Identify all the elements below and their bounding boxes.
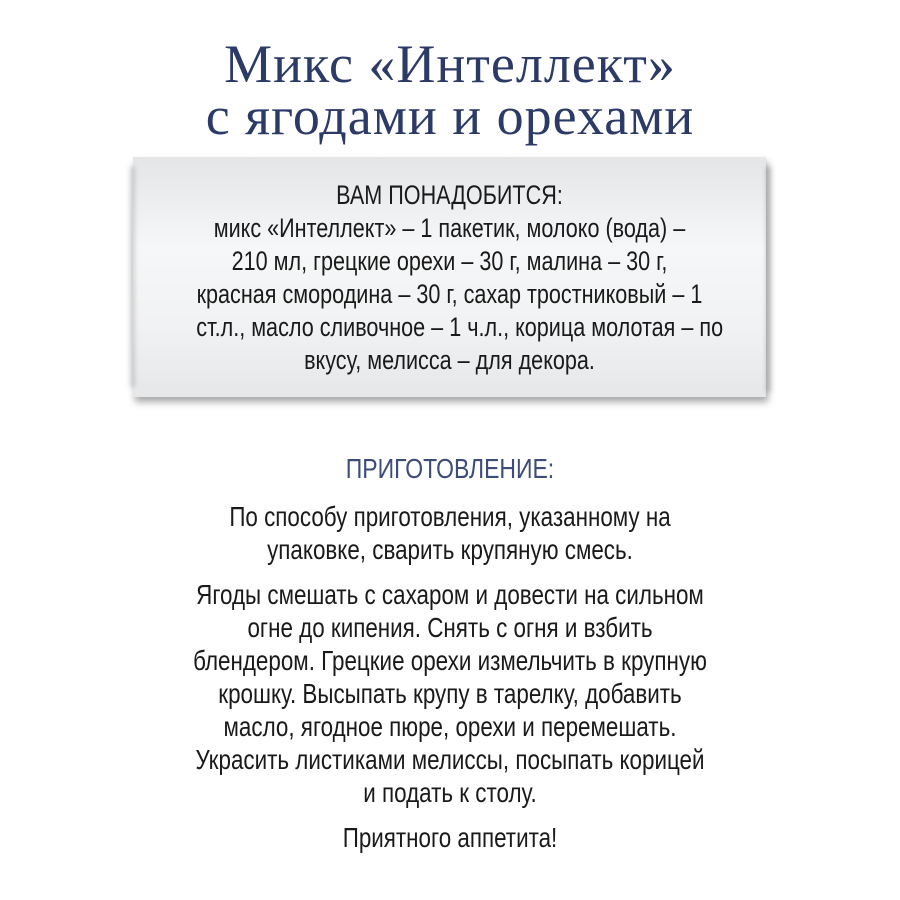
preparation-body [90, 500, 810, 854]
preparation-line: По способу приготовления, указанному на [229, 501, 671, 532]
ingredients-line: вкусу, мелисса – для декора. [304, 345, 595, 375]
preparation-line: огне до кипения. Снять с огня и взбить [247, 612, 653, 643]
preparation-line: Ягоды смешать с сахаром и довести на сильном [196, 579, 704, 610]
ingredients-line: 210 мл, грецкие орехи – 30 г, малина – 30 г, [231, 246, 668, 276]
recipe-title-line-2: с ягодами и орехами [205, 86, 695, 146]
closing-line: Приятного аппетита! [342, 822, 558, 853]
preparation-line: блендером. Грецкие орехи измельчить в крупную [193, 645, 707, 676]
preparation-line: упаковке, сварить крупяную смесь. [267, 534, 633, 565]
ingredients-line: красная смородина – 30 г, сахар тростниковый – 1 [196, 279, 703, 309]
recipe-title [0, 34, 900, 146]
ingredients-panel [133, 157, 766, 397]
ingredients-heading: ВАМ ПОНАДОБИТСЯ: [336, 180, 563, 210]
recipe-title-line-1: Микс «Интеллект» [224, 34, 676, 94]
preparation-paragraph-1 [90, 500, 810, 566]
preparation-line: крошку. Высыпать крупу в тарелку, добавить [218, 678, 682, 709]
ingredients-line: ст.л., масло сливочное – 1 ч.л., корица молотая – по [196, 312, 724, 342]
ingredients-line: микс «Интеллект» – 1 пакетик, молоко (вода) – [213, 213, 686, 243]
preparation-paragraph-2 [90, 578, 810, 809]
preparation-heading: ПРИГОТОВЛЕНИЕ: [345, 453, 555, 484]
preparation-line: и подать к столу. [363, 777, 537, 808]
ingredients-text [196, 179, 724, 377]
preparation-line: масло, ягодное пюре, орехи и перемешать. [223, 711, 677, 742]
preparation-line: Украсить листиками мелиссы, посыпать корицей [195, 744, 705, 775]
